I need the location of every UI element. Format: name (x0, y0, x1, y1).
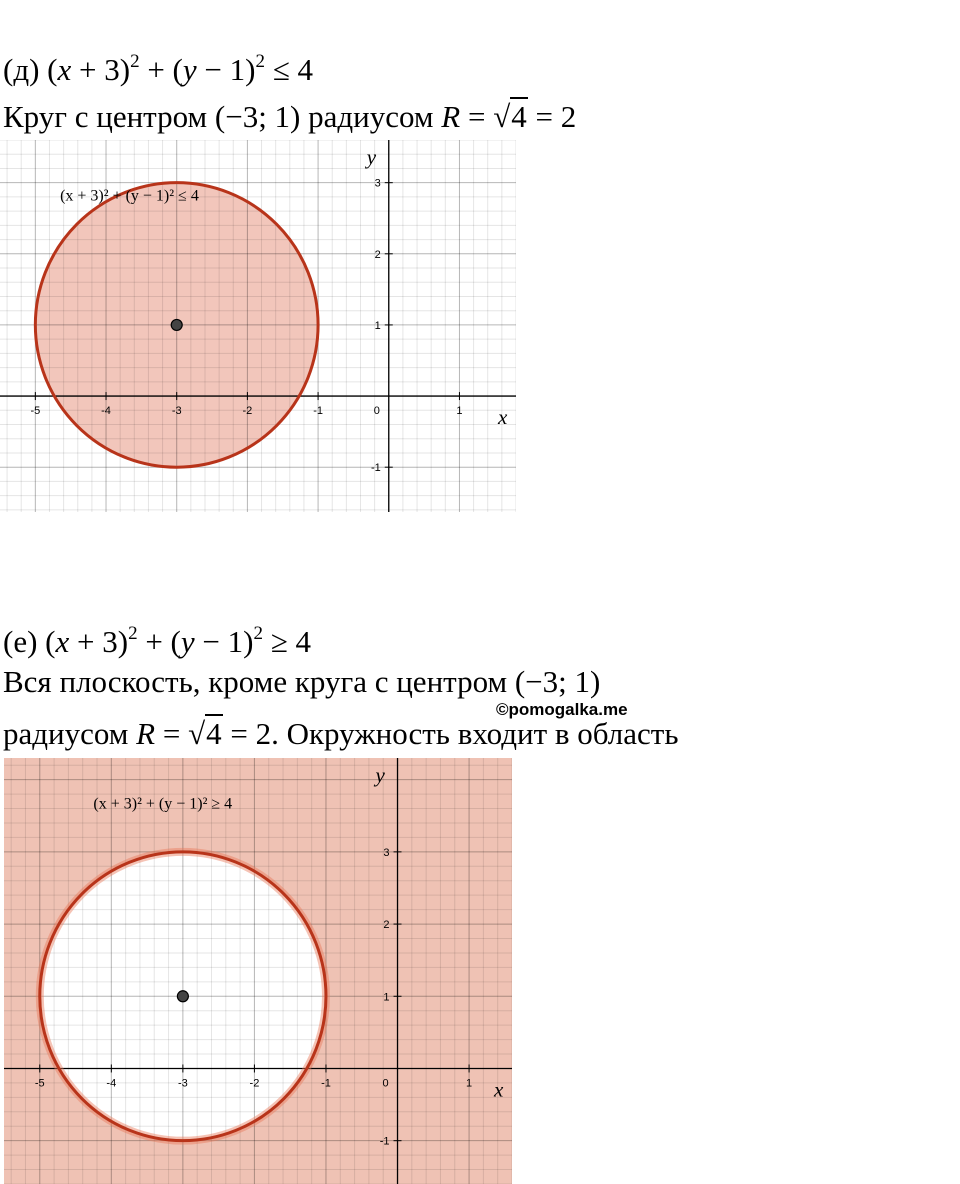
sqrt-sign: √ (188, 716, 206, 751)
x-tick-label: 0 (382, 1077, 389, 1090)
x-tick-label: -3 (171, 405, 182, 418)
center-point (171, 319, 182, 330)
eq-var-y: y (180, 624, 195, 659)
center-point (177, 991, 188, 1002)
x-tick-label: 1 (466, 1077, 473, 1090)
x-tick-label: -4 (101, 405, 111, 418)
eq-relation: ≤ 4 (264, 52, 313, 87)
eq-paren: ( (47, 52, 58, 87)
desc-text: = (155, 716, 189, 751)
x-tick-label: -5 (30, 405, 41, 418)
sqrt-expression (188, 716, 223, 751)
y-tick-label: 1 (383, 991, 390, 1004)
eq-exponent: 2 (253, 623, 263, 644)
part-e-description-line2 (3, 716, 678, 752)
eq-var-x: x (57, 52, 72, 87)
part-e-description-line1: Вся плоскость, кроме круга с центром (−3; 1) (3, 664, 601, 699)
x-axis-label: x (494, 1077, 504, 1102)
y-tick-label: 3 (374, 177, 381, 190)
region-label: (x + 3)² + (y − 1)² ≥ 4 (93, 795, 233, 813)
graph-disk-inside (0, 140, 516, 512)
sqrt-sign: √ (493, 99, 511, 134)
eq-term: + 3) (69, 624, 129, 659)
y-axis-label: y (366, 145, 377, 169)
radius-symbol: R (136, 716, 156, 751)
eq-var-x: x (55, 624, 70, 659)
y-tick-label: 2 (374, 248, 381, 261)
eq-term: + ( (137, 624, 181, 659)
y-tick-label: -1 (379, 1135, 390, 1148)
desc-text: = (460, 99, 494, 134)
y-tick-label: 2 (383, 919, 390, 932)
x-tick-label: -2 (249, 1077, 260, 1090)
part-e-inequality (3, 616, 311, 660)
y-tick-label: 3 (383, 846, 390, 859)
desc-text: радиусом (3, 716, 137, 751)
part-d-prefix: (д) (3, 52, 40, 87)
x-tick-label: -3 (177, 1077, 188, 1090)
part-d-description (3, 99, 576, 135)
y-axis-label: y (375, 763, 385, 787)
x-tick-label: -2 (242, 405, 253, 418)
eq-relation: ≥ 4 (262, 624, 311, 659)
eq-exponent: 2 (128, 623, 138, 644)
x-tick-label: -4 (106, 1077, 117, 1090)
eq-term: − 1) (196, 52, 256, 87)
eq-exponent: 2 (130, 51, 140, 72)
sqrt-radicand: 4 (511, 99, 527, 134)
sqrt-radicand: 4 (206, 716, 222, 751)
eq-term: + ( (139, 52, 183, 87)
eq-term: − 1) (194, 624, 254, 659)
radius-symbol: R (441, 99, 461, 134)
eq-term: + 3) (71, 52, 131, 87)
eq-paren: ( (45, 624, 56, 659)
watermark: ©pomogalka.me (496, 700, 628, 719)
x-tick-label: 0 (373, 405, 380, 418)
x-axis-label: x (498, 405, 508, 430)
part-e-prefix: (е) (3, 624, 38, 659)
eq-var-y: y (182, 52, 197, 87)
eq-exponent: 2 (255, 51, 265, 72)
desc-text: Круг с центром (−3; 1) радиусом (3, 99, 442, 134)
sqrt-expression (493, 99, 528, 134)
x-tick-label: 1 (456, 405, 463, 418)
y-tick-label: 1 (374, 319, 381, 332)
y-tick-label: -1 (370, 462, 381, 475)
x-tick-label: -1 (313, 405, 323, 418)
graph-disk-outside (4, 758, 512, 1184)
x-tick-label: -1 (321, 1077, 331, 1090)
desc-text: = 2 (527, 99, 577, 134)
desc-text: = 2. Окружность входит в область (222, 716, 679, 751)
x-tick-label: -5 (34, 1077, 45, 1090)
region-label: (x + 3)² + (y − 1)² ≤ 4 (60, 187, 199, 205)
part-d-inequality (3, 44, 313, 88)
